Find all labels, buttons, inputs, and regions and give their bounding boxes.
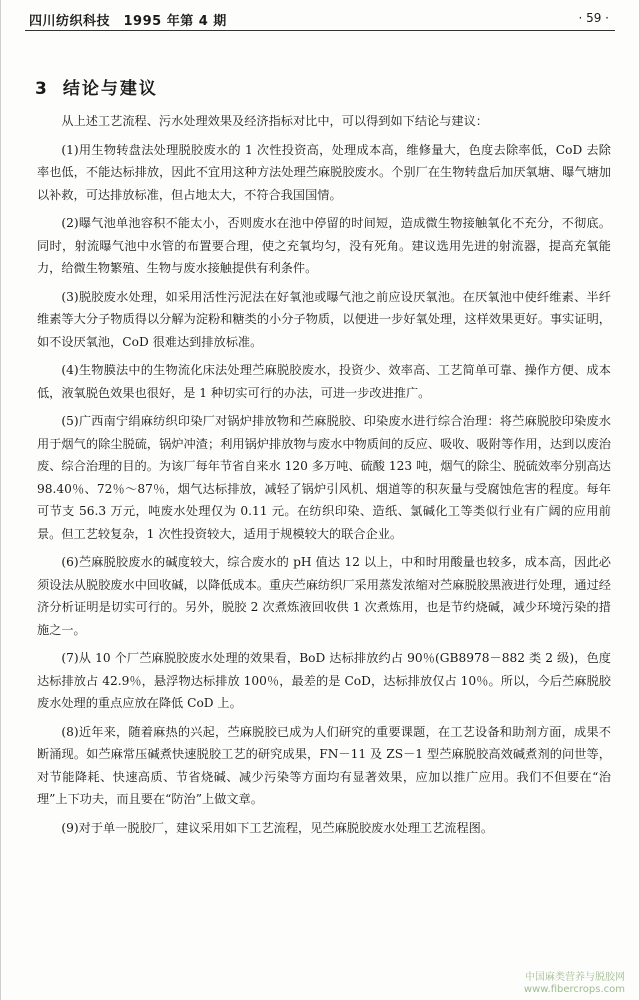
paragraph-item-7: (7)从 10 个厂苎麻脱胶废水处理的效果看，BoD 达标排放约占 90％(GB8978－882 类 2 级)，色度达标排放占 42.9％，悬浮物达标排放 100％，最差的是 CoD，达标排放仅占 10％。所以，今后苎麻脱胶废水处理的重点应放在降低 CoD 上。: [37, 651, 611, 710]
watermark-url: www.fibercrops.com: [523, 984, 625, 995]
paragraph-intro: 从上述工艺流程、污水处理效果及经济指标对比中，可以得到如下结论与建议：: [61, 114, 488, 128]
paragraph-item-6: (6)苎麻脱胶废水的碱度较大，综合废水的 pH 值达 12 以上，中和时用酸量也较多，成本高，因此必须设法从脱胶废水中回收碱，以降低成本。重庆苎麻纺织厂采用蒸发浓缩对苎麻脱胶黑液进行处理，通过经济分析证明是切实可行的。另外，脱胶 2 次煮炼液回收供 1 次煮炼用，也是节约烧碱，减少环境污染的措施之一。: [37, 555, 611, 637]
journal-name: 四川纺织科技 1995 年第 4 期: [29, 14, 227, 29]
section-heading: [35, 74, 158, 99]
running-header: [25, 8, 615, 31]
paragraph-item-9: (9)对于单一脱胶厂，建议采用如下工艺流程，见苎麻脱胶废水处理工艺流程图。: [61, 820, 494, 835]
section-title: 结论与建议: [62, 79, 158, 99]
watermark-site-name: 中国麻类营养与脱胶网: [525, 972, 625, 983]
paragraph-item-3: (3)脱胶废水处理，如采用活性污泥法在好氧池或曝气池之前应设厌氧池。在厌氧池中使纤维素、半纤维素等大分子物质得以分解为淀粉和糖类的小分子物质，以便进一步好氧处理，这样效果更好。事实证明，如不设厌氧池，CoD 很难达到排放标准。: [37, 289, 611, 349]
page-number: · 59 ·: [578, 11, 609, 25]
paragraph-item-2: (2)曝气池单池容积不能太小，否则废水在池中停留的时间短，造成微生物接触氧化不充分，不彻底。同时，射流曝气池中水管的布置要合理，使之充氧均匀，没有死角。建议选用先进的射流器，提高充氧能力，给微生物繁殖、生物与废水接触提供有利条件。: [37, 216, 611, 275]
paragraph-item-1: (1)用生物转盘法处理脱胶废水的 1 次性投资高，处理成本高，维修量大，色度去除率低，CoD 去除率也低，不能达标排放，因此不宜用这种方法处理苎麻脱胶废水。个别厂在生物转盘后加厌氧塘、曝气塘加以补救，可达排放标准，但占地太大，不符合我国国情。: [37, 142, 611, 202]
paragraph-item-4: (4)生物膜法中的生物流化床法处理苎麻脱胶废水，投资少、效率高、工艺简单可靠、操作方便、成本低，液氧脱色效果也很好，是 1 种切实可行的办法，可进一步改进推广。: [37, 363, 611, 400]
site-watermark: [524, 972, 625, 996]
body-text: [37, 110, 611, 845]
paragraph-item-5: (5)广西南宁绢麻纺织印染厂对锅炉排放物和苎麻脱胶、印染废水进行综合治理：将苎麻脱胶印染废水用于烟气的除尘脱硫，锅炉冲渣；利用锅炉排放物与废水中物质间的反应、吸收、吸附等作用，达到以废治废、综合治理的目的。为该厂每年节省自来水 120 多万吨、硫酸 123 吨，烟气的除尘、脱硫效率分别高达 98.40％、72％～87％，烟气达标排放，减轻了锅炉引风机、烟道等的积灰量与受腐蚀危害的程度。每年可节支 56.3 万元，吨废水处理仅为 0.11 元。在纺织印染、造纸、氯碱化工等类似行业有广阔的应用前景。但工艺较复杂，1 次性投资较大，适用于规模较大的联合企业。: [37, 414, 611, 541]
section-number: 3: [35, 79, 49, 99]
paragraph-item-8: (8)近年来，随着麻热的兴起，苎麻脱胶已成为人们研究的重要课题，在工艺设备和助剂方面，成果不断涌现。如苎麻常压碱煮快速脱胶工艺的研究成果，FN－11 及 ZS－1 型苎麻脱胶高效碱煮剂的问世等，对节能降耗、快速高质、节省烧碱、减少污染等方面均有显著效果，应加以推广应用。我们不但要在“治理”上下功夫，而且要在“防治”上做文章。: [37, 724, 611, 806]
